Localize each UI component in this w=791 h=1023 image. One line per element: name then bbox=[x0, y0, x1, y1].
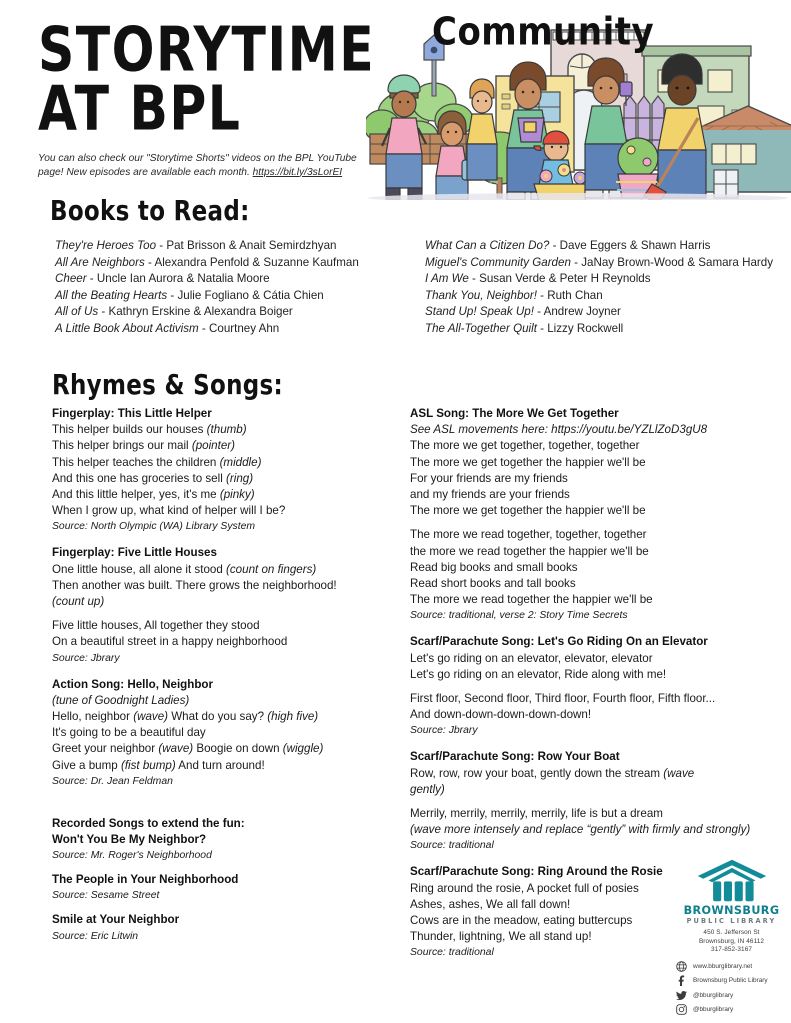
website-url: www.bburglibrary.net bbox=[693, 962, 753, 970]
song-lines bbox=[52, 562, 407, 651]
song-line: First floor, Second floor, Third floor, Fourth floor, Fifth floor... bbox=[410, 692, 716, 706]
library-address-line-2: Brownsburg, IN 46112 bbox=[698, 937, 765, 945]
book-item: I Am We - Susan Verde & Peter H Reynolds bbox=[425, 272, 651, 286]
song-line: The more we read together the happier we'll be bbox=[410, 593, 653, 607]
facebook-handle: Brownsburg Public Library bbox=[693, 977, 768, 985]
recorded-song-source: Source: Mr. Roger's Neighborhood bbox=[52, 850, 212, 862]
social-twitter[interactable] bbox=[676, 990, 791, 1001]
book-item: What Can a Citizen Do? - Dave Eggers & Shawn Harris bbox=[425, 239, 711, 252]
song-lines bbox=[52, 422, 407, 519]
song-lines bbox=[410, 651, 780, 724]
book-item: They're Heroes Too - Pat Brisson & Anait Semirdzhyan bbox=[55, 239, 337, 252]
song-source: Source: traditional bbox=[410, 840, 494, 852]
book-item: Stand Up! Speak Up! - Andrew Joyner bbox=[425, 305, 621, 319]
song-line: Let's go riding on an elevator, Ride along with me! bbox=[410, 667, 667, 681]
recorded-song-item bbox=[52, 872, 407, 903]
song-line: Ring around the rosie, A pocket full of posies bbox=[410, 881, 639, 895]
recorded-song-source: Source: Sesame Street bbox=[52, 890, 160, 902]
recorded-song-item bbox=[52, 912, 407, 943]
song-lines bbox=[410, 766, 780, 839]
song-line: (count up) bbox=[52, 595, 105, 609]
social-facebook[interactable] bbox=[676, 975, 791, 986]
song-title: Fingerplay: Five Little Houses bbox=[52, 546, 217, 560]
song-line: Let's go riding on an elevator, elevator, elevator bbox=[410, 651, 653, 665]
books-column-left bbox=[55, 238, 420, 338]
instagram-icon bbox=[676, 1004, 687, 1015]
song-line: The more we get together, together, together bbox=[410, 439, 640, 453]
book-item: All Are Neighbors - Alexandra Penfold & Suzanne Kaufman bbox=[55, 255, 359, 269]
library-phone: 317-852-3167 bbox=[711, 946, 752, 954]
song-line: When I grow up, what kind of helper will I be? bbox=[52, 504, 286, 518]
instagram-handle: @bburglibrary bbox=[693, 1006, 734, 1014]
song-block bbox=[52, 406, 407, 534]
community-heading: Community bbox=[432, 10, 655, 55]
song-line: The more we get together the happier we'll be bbox=[410, 455, 646, 469]
song-line: Read big books and small books bbox=[410, 560, 578, 574]
facebook-icon bbox=[676, 975, 687, 986]
book-item: All of Us - Kathryn Erskine & Alexandra Boiger bbox=[55, 305, 293, 319]
social-instagram[interactable] bbox=[676, 1004, 791, 1015]
book-item: Miguel's Community Garden - JaNay Brown-Wood & Samara Hardy bbox=[425, 255, 774, 269]
social-links bbox=[672, 961, 791, 1016]
twitter-icon bbox=[676, 990, 687, 1001]
song-line: Merrily, merrily, merrily, merrily, life is but a dream bbox=[410, 807, 663, 821]
song-line: This helper teaches the children (middle) bbox=[52, 455, 262, 469]
song-line: For your friends are my friends bbox=[410, 471, 568, 485]
song-line: the more we read together the happier we'll be bbox=[410, 544, 649, 558]
library-subname: PUBLIC LIBRARY bbox=[686, 917, 777, 925]
song-line: This helper brings our mail (pointer) bbox=[52, 439, 235, 453]
books-heading: Books to Read: bbox=[50, 196, 250, 228]
library-address-line-1: 450 S. Jefferson St bbox=[703, 929, 760, 936]
song-line: It's going to be a beautiful day bbox=[52, 726, 206, 740]
book-item: Thank You, Neighbor! - Ruth Chan bbox=[425, 288, 603, 302]
twitter-handle: @bburglibrary bbox=[693, 991, 734, 999]
song-line: Greet your neighbor (wave) Boogie on down (wiggle) bbox=[52, 742, 324, 756]
song-line: One little house, all alone it stood (count on fingers) bbox=[52, 562, 317, 576]
song-line: The more we get together the happier we'll be bbox=[410, 504, 646, 518]
book-item: Cheer - Uncle Ian Aurora & Natalia Moore bbox=[55, 272, 270, 286]
song-line: Give a bump (fist bump) And turn around! bbox=[52, 758, 265, 772]
song-line: (tune of Goodnight Ladies) bbox=[52, 693, 190, 707]
stanza-gap bbox=[410, 798, 780, 806]
song-block bbox=[52, 545, 407, 665]
youtube-shorts-link[interactable]: https://bit.ly/3sLorEI bbox=[252, 166, 343, 178]
stanza-gap bbox=[52, 610, 407, 618]
song-title: ASL Song: The More We Get Together bbox=[410, 407, 619, 420]
books-column-right bbox=[425, 238, 790, 338]
youtube-note bbox=[38, 152, 383, 179]
recorded-song-title: Won't You Be My Neighbor? bbox=[52, 833, 207, 847]
song-source: Source: North Olympic (WA) Library System bbox=[52, 521, 256, 533]
song-line: (wave more intensely and replace “gently” with firmly and strongly) bbox=[410, 823, 751, 837]
recorded-songs-section bbox=[52, 816, 407, 944]
song-source: Source: Jbrary bbox=[410, 725, 478, 737]
song-line: Row, row, row your boat, gently down the stream (wave bbox=[410, 766, 695, 780]
song-block bbox=[410, 749, 780, 853]
song-line: Read short books and tall books bbox=[410, 577, 576, 591]
song-lines bbox=[410, 422, 780, 608]
recorded-song-title: The People in Your Neighborhood bbox=[52, 873, 239, 887]
rhymes-heading: Rhymes & Songs: bbox=[52, 370, 283, 402]
stanza-gap bbox=[410, 519, 780, 527]
library-name: BROWNSBURG bbox=[683, 904, 780, 917]
song-line: On a beautiful street in a happy neighborhood bbox=[52, 635, 288, 649]
song-line: and my friends are your friends bbox=[410, 488, 570, 502]
song-title: Scarf/Parachute Song: Let's Go Riding On an Elevator bbox=[410, 635, 708, 649]
rhymes-column-left bbox=[52, 406, 407, 971]
title-line-2: AT BPL bbox=[38, 73, 242, 145]
recorded-songs-heading: Recorded Songs to extend the fun: bbox=[52, 816, 245, 830]
song-title: Action Song: Hello, Neighbor bbox=[52, 677, 214, 691]
song-title: Scarf/Parachute Song: Ring Around the Rosie bbox=[410, 865, 663, 879]
song-block bbox=[410, 406, 780, 623]
title-line-1: STORYTIME bbox=[38, 14, 376, 86]
song-source: Source: traditional, verse 2: Story Time Secrets bbox=[410, 610, 628, 622]
social-website[interactable] bbox=[676, 961, 791, 972]
recorded-song-source: Source: Eric Litwin bbox=[52, 930, 139, 942]
song-line: Hello, neighbor (wave) What do you say? (high five) bbox=[52, 710, 319, 724]
youtube-note-text: You can also check our "Storytime Shorts" videos on the BPL YouTube page! New episodes are available each month. bbox=[38, 153, 357, 178]
book-item: The All-Together Quilt - Lizzy Rockwell bbox=[425, 321, 624, 335]
recorded-song-item bbox=[52, 832, 407, 863]
song-line: See ASL movements here: https://youtu.be/YZLlZoD3gU8 bbox=[410, 423, 708, 437]
book-item: A Little Book About Activism - Courtney Ahn bbox=[55, 321, 280, 335]
recorded-song-title: Smile at Your Neighbor bbox=[52, 913, 180, 927]
song-source: Source: Dr. Jean Feldman bbox=[52, 775, 173, 787]
song-line: And down-down-down-down-down! bbox=[410, 708, 592, 722]
song-line: Ashes, ashes, We all fall down! bbox=[410, 897, 571, 911]
song-line: Thunder, lightning, We all stand up! bbox=[410, 930, 592, 944]
library-logo-icon bbox=[696, 858, 768, 903]
song-line: Then another was built. There grows the neighborhood! bbox=[52, 578, 337, 592]
book-item: All the Beating Hearts - Julie Fogliano & Cátia Chien bbox=[55, 288, 324, 302]
song-line: This helper builds our houses (thumb) bbox=[52, 423, 247, 437]
song-source: Source: traditional bbox=[410, 947, 494, 959]
song-line: The more we read together, together, together bbox=[410, 528, 647, 542]
song-source: Source: Jbrary bbox=[52, 652, 120, 664]
song-block bbox=[410, 634, 780, 738]
page-title bbox=[38, 14, 398, 145]
books-section bbox=[0, 238, 791, 338]
song-line: And this little helper, yes, it's me (pinky) bbox=[52, 488, 255, 502]
stanza-gap bbox=[410, 683, 780, 691]
song-line: Five little houses, All together they stood bbox=[52, 619, 260, 633]
song-block bbox=[52, 677, 407, 789]
library-logo-block bbox=[672, 858, 791, 1019]
song-line: And this one has groceries to sell (ring) bbox=[52, 471, 254, 485]
song-title: Scarf/Parachute Song: Row Your Boat bbox=[410, 750, 620, 764]
song-line: gently) bbox=[410, 782, 445, 796]
song-title: Fingerplay: This Little Helper bbox=[52, 407, 212, 420]
globe-icon bbox=[676, 961, 687, 972]
song-line: Cows are in the meadow, eating buttercups bbox=[410, 914, 633, 928]
song-lines bbox=[52, 693, 407, 774]
